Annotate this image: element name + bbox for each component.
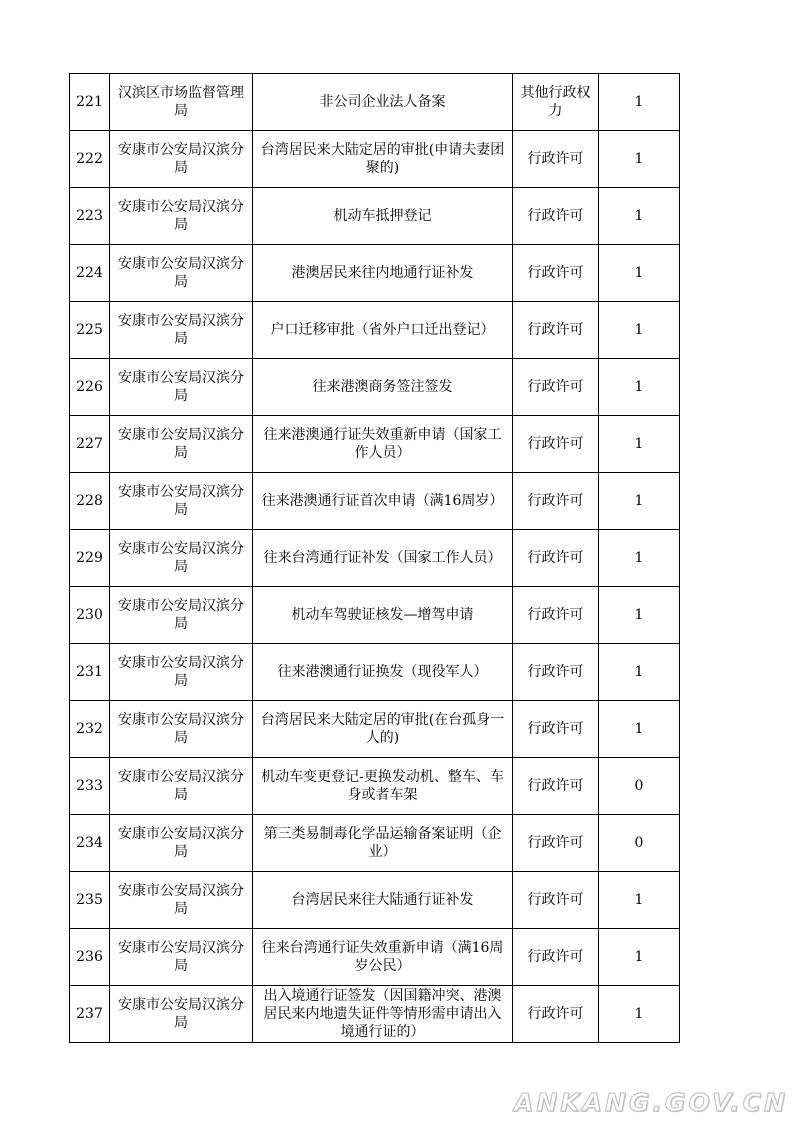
count-cell: 1: [599, 302, 680, 359]
count-cell: 1: [599, 359, 680, 416]
table-row: [70, 473, 680, 530]
table-row: [70, 416, 680, 473]
department-cell: 安康市公安局汉滨分局: [110, 701, 253, 758]
power-type-cell: 行政许可: [513, 302, 599, 359]
count-cell: 1: [599, 74, 680, 131]
department-cell: 安康市公安局汉滨分局: [110, 302, 253, 359]
row-number: 236: [70, 929, 110, 986]
row-number: 224: [70, 245, 110, 302]
department-cell: 安康市公安局汉滨分局: [110, 929, 253, 986]
count-cell: 1: [599, 131, 680, 188]
count-cell: 1: [599, 473, 680, 530]
department-cell: 安康市公安局汉滨分局: [110, 644, 253, 701]
table-row: [70, 245, 680, 302]
power-type-cell: 行政许可: [513, 758, 599, 815]
table-row: [70, 701, 680, 758]
power-type-cell: 行政许可: [513, 359, 599, 416]
department-cell: 安康市公安局汉滨分局: [110, 587, 253, 644]
table-row: [70, 872, 680, 929]
table-row: [70, 359, 680, 416]
item-name-cell: 户口迁移审批（省外户口迁出登记）: [253, 302, 513, 359]
count-cell: 1: [599, 188, 680, 245]
item-name-cell: 出入境通行证签发（因国籍冲突、港澳居民来内地遗失证件等情形需申请出入境通行证的）: [253, 986, 513, 1043]
department-cell: 安康市公安局汉滨分局: [110, 530, 253, 587]
power-type-cell: 行政许可: [513, 872, 599, 929]
count-cell: 1: [599, 587, 680, 644]
table-row: [70, 644, 680, 701]
row-number: 226: [70, 359, 110, 416]
department-cell: 汉滨区市场监督管理局: [110, 74, 253, 131]
count-cell: 1: [599, 245, 680, 302]
item-name-cell: 往来港澳通行证首次申请（满16周岁）: [253, 473, 513, 530]
count-cell: 1: [599, 929, 680, 986]
power-type-cell: 行政许可: [513, 644, 599, 701]
row-number: 227: [70, 416, 110, 473]
row-number: 233: [70, 758, 110, 815]
department-cell: 安康市公安局汉滨分局: [110, 416, 253, 473]
count-cell: 1: [599, 530, 680, 587]
table-row: [70, 587, 680, 644]
item-name-cell: 机动车驾驶证核发—增驾申请: [253, 587, 513, 644]
power-list-table: [69, 73, 680, 1043]
item-name-cell: 往来台湾通行证补发（国家工作人员）: [253, 530, 513, 587]
power-type-cell: 行政许可: [513, 701, 599, 758]
department-cell: 安康市公安局汉滨分局: [110, 245, 253, 302]
department-cell: 安康市公安局汉滨分局: [110, 872, 253, 929]
item-name-cell: 台湾居民来大陆定居的审批(在台孤身一人的): [253, 701, 513, 758]
table-row: [70, 131, 680, 188]
count-cell: 1: [599, 872, 680, 929]
department-cell: 安康市公安局汉滨分局: [110, 359, 253, 416]
count-cell: 1: [599, 701, 680, 758]
department-cell: 安康市公安局汉滨分局: [110, 758, 253, 815]
row-number: 237: [70, 986, 110, 1043]
power-type-cell: 行政许可: [513, 473, 599, 530]
row-number: 234: [70, 815, 110, 872]
power-type-cell: 行政许可: [513, 245, 599, 302]
power-type-cell: 行政许可: [513, 587, 599, 644]
table-body: [70, 74, 680, 1043]
row-number: 230: [70, 587, 110, 644]
row-number: 223: [70, 188, 110, 245]
item-name-cell: 机动车变更登记-更换发动机、整车、车身或者车架: [253, 758, 513, 815]
power-type-cell: 行政许可: [513, 188, 599, 245]
power-type-cell: 行政许可: [513, 929, 599, 986]
item-name-cell: 第三类易制毒化学品运输备案证明（企业）: [253, 815, 513, 872]
table-row: [70, 758, 680, 815]
count-cell: 1: [599, 644, 680, 701]
table-row: [70, 986, 680, 1043]
power-type-cell: 行政许可: [513, 416, 599, 473]
item-name-cell: 机动车抵押登记: [253, 188, 513, 245]
row-number: 225: [70, 302, 110, 359]
power-type-cell: 行政许可: [513, 530, 599, 587]
department-cell: 安康市公安局汉滨分局: [110, 131, 253, 188]
table-row: [70, 302, 680, 359]
count-cell: 1: [599, 416, 680, 473]
row-number: 228: [70, 473, 110, 530]
table-row: [70, 188, 680, 245]
department-cell: 安康市公安局汉滨分局: [110, 188, 253, 245]
table-row: [70, 815, 680, 872]
row-number: 231: [70, 644, 110, 701]
count-cell: 0: [599, 758, 680, 815]
table-row: [70, 530, 680, 587]
table-row: [70, 929, 680, 986]
item-name-cell: 港澳居民来往内地通行证补发: [253, 245, 513, 302]
item-name-cell: 往来台湾通行证失效重新申请（满16周岁公民）: [253, 929, 513, 986]
row-number: 221: [70, 74, 110, 131]
row-number: 229: [70, 530, 110, 587]
item-name-cell: 往来港澳通行证失效重新申请（国家工作人员）: [253, 416, 513, 473]
site-watermark: ANKANG.GOV.CN: [514, 1088, 789, 1117]
power-type-cell: 行政许可: [513, 815, 599, 872]
item-name-cell: 台湾居民来往大陆通行证补发: [253, 872, 513, 929]
item-name-cell: 台湾居民来大陆定居的审批(申请夫妻团聚的): [253, 131, 513, 188]
row-number: 222: [70, 131, 110, 188]
row-number: 235: [70, 872, 110, 929]
power-type-cell: 其他行政权力: [513, 74, 599, 131]
item-name-cell: 非公司企业法人备案: [253, 74, 513, 131]
count-cell: 1: [599, 986, 680, 1043]
item-name-cell: 往来港澳通行证换发（现役军人）: [253, 644, 513, 701]
row-number: 232: [70, 701, 110, 758]
department-cell: 安康市公安局汉滨分局: [110, 815, 253, 872]
table-row: [70, 74, 680, 131]
department-cell: 安康市公安局汉滨分局: [110, 473, 253, 530]
power-type-cell: 行政许可: [513, 131, 599, 188]
power-type-cell: 行政许可: [513, 986, 599, 1043]
item-name-cell: 往来港澳商务签注签发: [253, 359, 513, 416]
count-cell: 0: [599, 815, 680, 872]
department-cell: 安康市公安局汉滨分局: [110, 986, 253, 1043]
